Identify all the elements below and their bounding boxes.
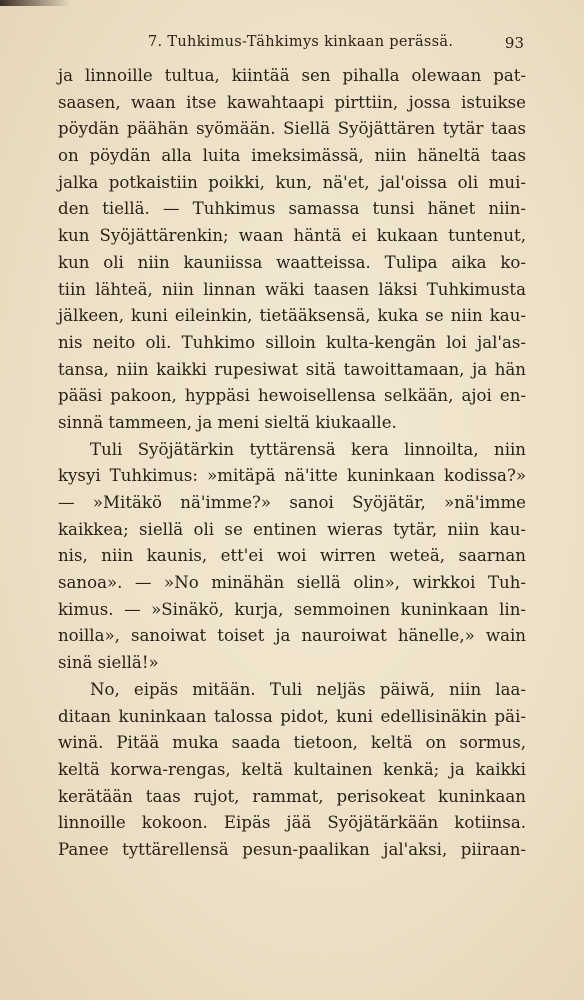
text-line: kerätään taas rujot, rammat, perisokeat kuninkaan: [58, 786, 526, 806]
running-title: 7. Tuhkimus-Tähkimys kinkaan perässä.: [148, 34, 454, 50]
text-line: nis neito oli. Tuhkimo silloin kulta-kengän loi jal'as-: [58, 332, 526, 352]
text-line: sanoa». — »No minähän siellä olin», wirkkoi Tuh-: [58, 573, 526, 593]
text-line: sinnä tammeen, ja meni sieltä kiukaalle.: [58, 412, 397, 432]
text-line: tansa, niin kaikki rupesiwat sitä tawoittamaan, ja hän: [58, 359, 526, 379]
page-header: [60, 34, 524, 54]
text-line: nis, niin kaunis, ett'ei woi wirren weteä, saarnan: [58, 546, 526, 566]
body-text: [58, 63, 526, 864]
text-line: tiin lähteä, niin linnan wäki taasen läksi Tuhkimusta: [58, 279, 526, 299]
text-line: Panee tyttärellensä pesun-paalikan jal'aksi, piiraan-: [58, 839, 526, 859]
text-line: pääsi pakoon, hyppäsi hewoisellensa selkään, ajoi en-: [58, 386, 526, 406]
page-number: 93: [504, 34, 524, 52]
text-line: kysyi Tuhkimus: »mitäpä nä'itte kuninkaan kodissa?»: [58, 466, 526, 486]
text-line: pöydän päähän syömään. Siellä Syöjättären tytär taas: [58, 119, 526, 139]
text-line: saasen, waan itse kawahtaapi pirttiin, jossa istuikse: [58, 92, 526, 112]
page-edge-shadow: [0, 0, 70, 6]
text-line: — »Mitäkö nä'imme?» sanoi Syöjätär, »nä'imme: [58, 493, 526, 512]
text-line: on pöydän alla luita imeksimässä, niin häneltä taas: [58, 146, 526, 166]
text-line: kaikkea; siellä oli se entinen wieras tytär, niin kau-: [58, 519, 526, 539]
text-line: sinä siellä!»: [58, 653, 159, 673]
text-line: kun Syöjättärenkin; waan häntä ei kukaan tuntenut,: [58, 226, 526, 246]
text-line: ja linnoille tultua, kiintää sen pihalla olewaan pat-: [58, 66, 526, 85]
text-line: Tuli Syöjätärkin tyttärensä kera linnoilta, niin: [90, 439, 526, 459]
text-line: keltä korwa-rengas, keltä kultainen kenkä; ja kaikki: [58, 759, 526, 779]
text-line: jalka potkaistiin poikki, kun, nä'et, jal'oissa oli mui-: [58, 172, 526, 192]
text-line: jälkeen, kuni eileinkin, tietääksensä, kuka se niin kau-: [58, 306, 526, 326]
text-line: kimus. — »Sinäkö, kurja, semmoinen kuninkaan lin-: [58, 599, 526, 619]
text-line: winä. Pitää muka saada tietoon, keltä on sormus,: [58, 733, 526, 753]
text-line: kun oli niin kauniissa waatteissa. Tulipa aika ko-: [58, 252, 526, 272]
text-line: ditaan kuninkaan talossa pidot, kuni edellisinäkin päi-: [58, 706, 526, 726]
text-line: noilla», sanoiwat toiset ja nauroiwat hänelle,» wain: [58, 626, 526, 646]
text-line: den tiellä. — Tuhkimus samassa tunsi hänet niin-: [58, 199, 526, 219]
text-line: linnoille kokoon. Eipäs jää Syöjätärkään kotiinsa.: [58, 813, 526, 833]
text-line: No, eipäs mitään. Tuli neljäs päiwä, niin laa-: [90, 679, 526, 699]
